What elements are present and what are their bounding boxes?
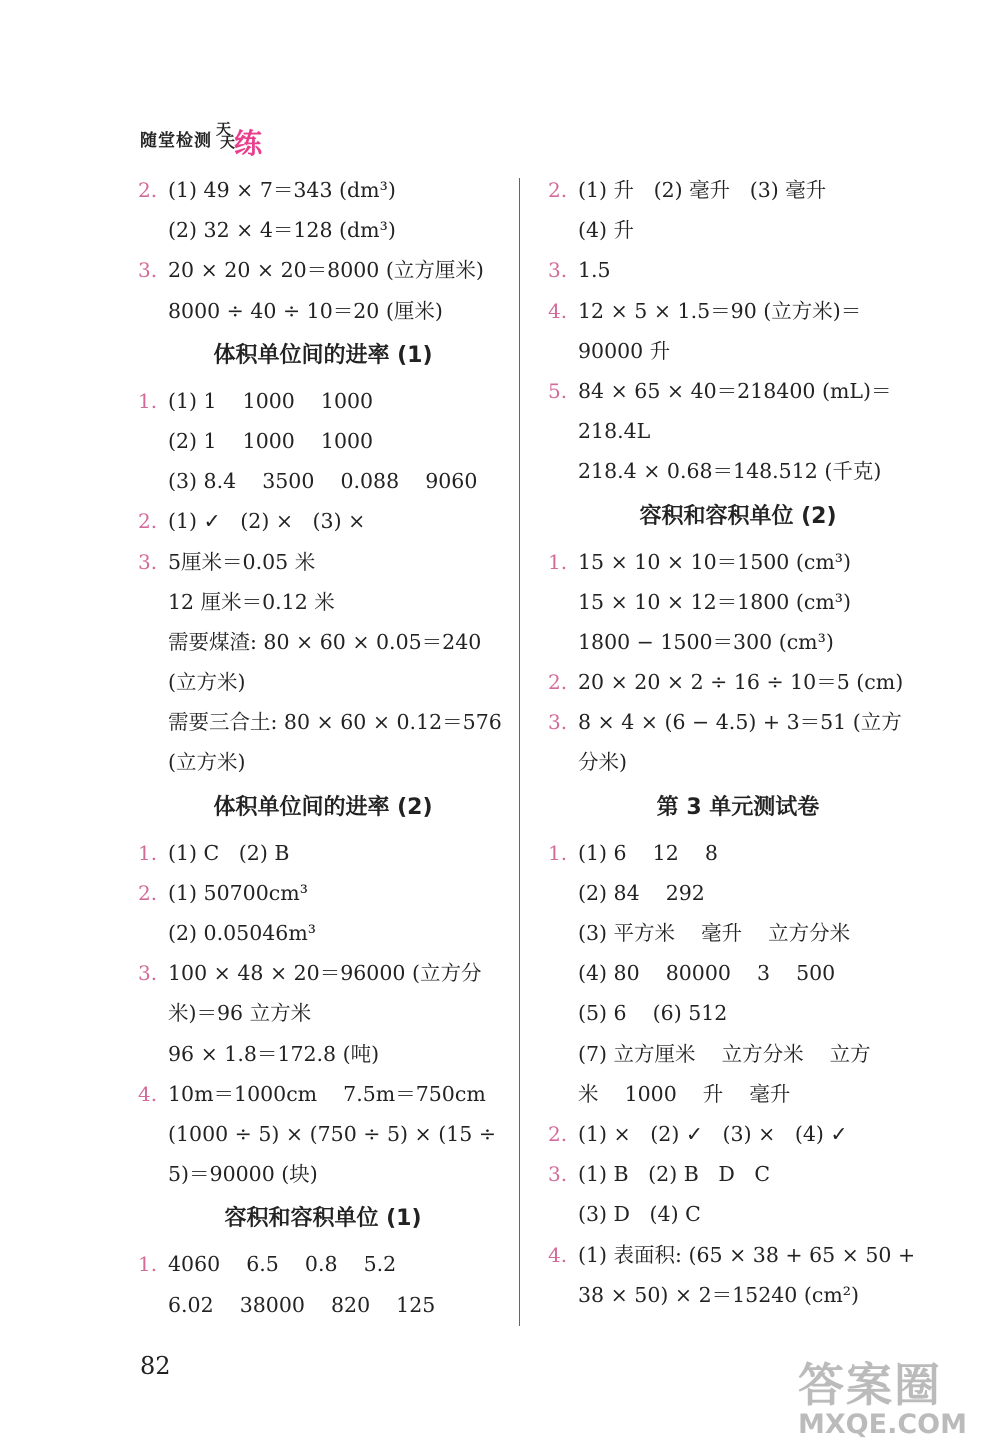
answer-text: (1) ✓ (2) × (3) ×	[168, 509, 366, 534]
answer-line	[138, 421, 508, 461]
answer-text: (2) 32 × 4＝128 (dm³)	[168, 218, 396, 243]
answer-text: 100 × 48 × 20＝96000 (立方分	[168, 961, 482, 986]
answer-line	[138, 1034, 508, 1074]
answer-line	[138, 702, 508, 742]
answer-line	[138, 873, 508, 913]
answer-text: 12 厘米＝0.12 米	[168, 589, 335, 614]
answer-text: 96 × 1.8＝172.8 (吨)	[168, 1041, 380, 1066]
question-number: 4.	[138, 1081, 158, 1106]
answer-line	[138, 833, 508, 873]
question-number: 1.	[138, 388, 158, 413]
answer-text: (1) C (2) B	[168, 840, 290, 865]
watermark-url: MXQE.COM	[798, 1409, 967, 1440]
logo-char-top: 天	[216, 120, 232, 138]
answer-text: 15 × 10 × 10＝1500 (cm³)	[578, 549, 851, 574]
answer-line	[138, 913, 508, 953]
answer-text: 4060 6.5 0.8 5.2	[168, 1252, 397, 1277]
question-number: 2.	[548, 1121, 568, 1146]
answer-text: 218.4 × 0.68＝148.512 (千克)	[578, 459, 882, 484]
answer-line	[548, 1154, 928, 1194]
section-heading: 体积单位间的进率 (1)	[213, 342, 433, 368]
answer-line	[548, 622, 928, 662]
answer-text: 8 × 4 × (6 − 4.5) + 3＝51 (立方	[578, 710, 902, 735]
section-heading: 容积和容积单位 (1)	[224, 1206, 422, 1232]
answer-line	[138, 622, 508, 662]
answer-text: (1) 49 × 7＝343 (dm³)	[168, 178, 396, 202]
answer-text: (3) 平方米 毫升 立方分米	[578, 921, 851, 945]
answer-text: (1) B (2) B D C	[578, 1162, 771, 1187]
logo-char-bottom: 天	[220, 133, 236, 151]
answer-line	[548, 833, 928, 873]
answer-text: 10m＝1000cm 7.5m＝750cm	[168, 1081, 486, 1106]
answer-line	[548, 1275, 928, 1315]
answer-text: (2) 84 292	[578, 880, 705, 905]
answer-line	[548, 331, 928, 371]
answer-text: 12 × 5 × 1.5＝90 (立方米)＝	[578, 298, 862, 323]
question-number: 4.	[548, 298, 568, 323]
question-number: 1.	[138, 1252, 158, 1277]
watermark	[798, 1360, 988, 1450]
answer-text: (3) D (4) C	[578, 1202, 701, 1227]
answer-text: 5)＝90000 (块)	[168, 1162, 318, 1187]
watermark-text: 答案圈	[798, 1358, 942, 1412]
answer-text: (4) 80 80000 3 500	[578, 961, 836, 986]
answer-text: 84 × 65 × 40＝218400 (mL)＝	[578, 378, 892, 403]
answer-line	[138, 501, 508, 541]
answer-text: 218.4L	[578, 419, 651, 444]
answer-line	[138, 381, 508, 421]
question-number: 1.	[138, 840, 158, 865]
answer-line	[138, 1114, 508, 1154]
answer-text: (7) 立方厘米 立方分米 立方	[578, 1041, 871, 1066]
answer-line	[138, 993, 508, 1033]
question-number: 3.	[548, 258, 568, 283]
answer-line	[548, 411, 928, 451]
left-column	[138, 170, 508, 1325]
section-heading: 体积单位间的进率 (2)	[213, 794, 433, 820]
answer-line	[548, 702, 928, 742]
answer-line	[138, 1285, 508, 1325]
section-heading: 第 3 单元测试卷	[656, 794, 820, 820]
answer-line	[548, 210, 928, 250]
brand-logo	[216, 118, 296, 158]
question-number: 3.	[548, 710, 568, 735]
answer-line	[548, 953, 928, 993]
answer-line	[548, 1235, 928, 1275]
answer-text: 8000 ÷ 40 ÷ 10＝20 (厘米)	[168, 298, 443, 323]
right-column	[548, 170, 928, 1315]
answer-text: 38 × 50) × 2＝15240 (cm²)	[578, 1282, 859, 1307]
answer-line	[548, 1114, 928, 1154]
page-header	[140, 118, 296, 158]
answer-line	[548, 170, 928, 210]
answer-line	[138, 542, 508, 582]
answer-text: (2) 0.05046m³	[168, 921, 316, 945]
answer-line	[548, 913, 928, 953]
answer-text: 15 × 10 × 12＝1800 (cm³)	[578, 589, 851, 614]
answer-line	[138, 461, 508, 501]
answer-text: 20 × 20 × 20＝8000 (立方厘米)	[168, 258, 484, 283]
logo-char-main: 练	[234, 127, 263, 160]
answer-line	[548, 542, 928, 582]
answer-text: 5厘米＝0.05 米	[168, 549, 316, 574]
question-number: 2.	[138, 509, 158, 534]
answer-line	[138, 1244, 508, 1284]
answer-line	[548, 993, 928, 1033]
answer-text: (1) × (2) ✓ (3) × (4) ✓	[578, 1121, 848, 1146]
answer-line	[548, 1034, 928, 1074]
answer-line	[138, 170, 508, 210]
answer-text: 6.02 38000 820 125	[168, 1292, 436, 1317]
answer-text: 分米)	[578, 750, 627, 775]
answer-line	[548, 742, 928, 782]
column-divider	[519, 178, 520, 1326]
answer-text: (4) 升	[578, 218, 635, 243]
answer-line	[138, 953, 508, 993]
question-number: 1.	[548, 549, 568, 574]
answer-line	[548, 451, 928, 491]
answer-line	[138, 210, 508, 250]
answer-text: (1) 6 12 8	[578, 840, 718, 865]
answer-line	[548, 873, 928, 913]
answer-line	[138, 662, 508, 702]
answer-text: (立方米)	[168, 670, 246, 695]
answer-text: 90000 升	[578, 338, 671, 363]
answer-text: (1) 表面积: (65 × 38 + 65 × 50 +	[578, 1242, 916, 1267]
section-heading: 容积和容积单位 (2)	[639, 503, 837, 529]
answer-text: (立方米)	[168, 750, 246, 775]
answer-text: (1) 1 1000 1000	[168, 388, 374, 413]
answer-text: 米 1000 升 毫升	[578, 1081, 791, 1106]
answer-text: 米)＝96 立方米	[168, 1001, 312, 1026]
answer-text: (5) 6 (6) 512	[578, 1001, 728, 1026]
answer-line	[138, 1074, 508, 1114]
question-number: 3.	[138, 258, 158, 283]
page-number: 82	[140, 1352, 171, 1380]
answer-text: 需要煤渣: 80 × 60 × 0.05＝240	[168, 629, 482, 654]
question-number: 2.	[548, 670, 568, 695]
answer-line	[138, 291, 508, 331]
header-title: 随堂检测	[140, 130, 212, 151]
answer-line	[548, 1194, 928, 1234]
answer-line	[548, 582, 928, 622]
answer-text: (3) 8.4 3500 0.088 9060	[168, 469, 478, 494]
answer-line	[138, 250, 508, 290]
question-number: 3.	[138, 961, 158, 986]
answer-text: 20 × 20 × 2 ÷ 16 ÷ 10＝5 (cm)	[578, 670, 904, 695]
question-number: 1.	[548, 840, 568, 865]
answer-text: 1800 − 1500＝300 (cm³)	[578, 629, 834, 654]
answer-text: 需要三合土: 80 × 60 × 0.12＝576	[168, 710, 502, 735]
question-number: 3.	[548, 1162, 568, 1187]
answer-text: (1000 ÷ 5) × (750 ÷ 5) × (15 ÷	[168, 1121, 496, 1146]
answer-line	[138, 1154, 508, 1194]
question-number: 4.	[548, 1242, 568, 1267]
answer-line	[548, 662, 928, 702]
answer-line	[138, 582, 508, 622]
answer-line	[548, 1074, 928, 1114]
question-number: 2.	[138, 880, 158, 905]
answer-text: (1) 升 (2) 毫升 (3) 毫升	[578, 178, 827, 202]
answer-line	[548, 371, 928, 411]
answer-text: (1) 50700cm³	[168, 880, 308, 905]
question-number: 2.	[138, 178, 158, 202]
answer-line	[548, 291, 928, 331]
answer-line	[548, 250, 928, 290]
answer-text: 1.5	[578, 258, 611, 283]
answer-line	[138, 742, 508, 782]
question-number: 2.	[548, 178, 568, 202]
question-number: 5.	[548, 378, 568, 403]
answer-text: (2) 1 1000 1000	[168, 428, 374, 453]
question-number: 3.	[138, 549, 158, 574]
